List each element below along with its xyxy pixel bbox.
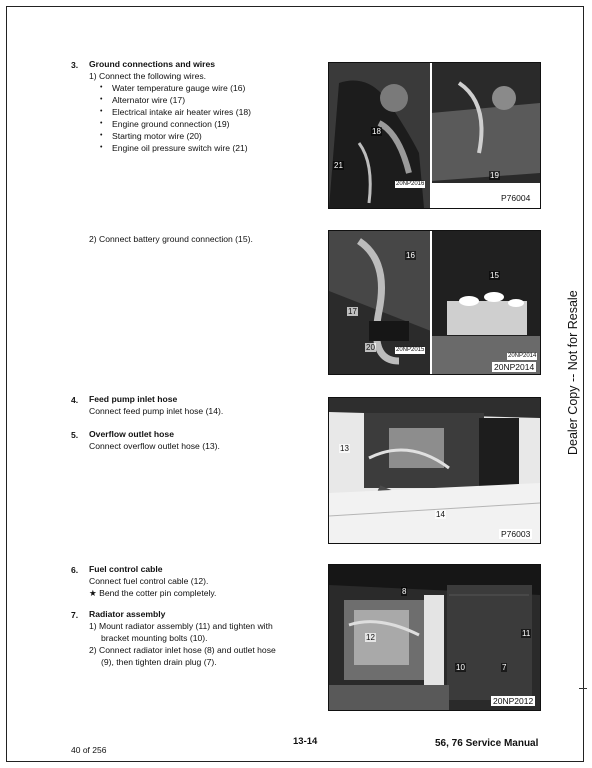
- photo-2-code: 20NP2014: [494, 362, 535, 372]
- callout-8: 8: [402, 587, 407, 596]
- list-item: • Engine oil pressure switch wire (21): [100, 142, 320, 154]
- photo-feed-pump-hoses-image: [329, 398, 540, 543]
- callout-12: 12: [366, 633, 375, 642]
- margin-tick: [579, 688, 587, 689]
- step-6-note: ★ Bend the cotter pin completely.: [89, 588, 217, 598]
- list-item: • Starting motor wire (20): [100, 130, 320, 142]
- step-6-number: 6.: [71, 565, 79, 575]
- photo-1-code: P76004: [501, 193, 531, 203]
- photo-2-inset-code-2: 20NP2014: [508, 353, 537, 359]
- callout-13: 13: [340, 444, 349, 453]
- callout-16: 16: [406, 251, 415, 260]
- photo-ground-wires: [328, 62, 541, 209]
- step-3-title: Ground connections and wires: [89, 59, 216, 69]
- photo-battery-ground: [328, 230, 541, 375]
- step-7-line-1: 1) Mount radiator assembly (11) and tighten with: [89, 621, 273, 631]
- callout-7: 7: [502, 663, 507, 672]
- dealer-copy-watermark: Dealer Copy -- Not for Resale: [566, 290, 580, 455]
- step-7-number: 7.: [71, 610, 79, 620]
- list-item: • Engine ground connection (19): [100, 118, 320, 130]
- step-3-substep-1: 1) Connect the following wires.: [89, 71, 207, 81]
- callout-21: 21: [334, 161, 343, 170]
- manual-title: 56, 76 Service Manual: [435, 738, 539, 749]
- step-4-text: Connect feed pump inlet hose (14).: [89, 406, 224, 416]
- callout-11: 11: [522, 629, 531, 638]
- list-item: • Electrical intake air heater wires (18): [100, 106, 320, 118]
- callout-19: 19: [490, 171, 499, 180]
- step-7-line-3: 2) Connect radiator inlet hose (8) and outlet hose: [89, 645, 276, 655]
- step-7-line-2: bracket mounting bolts (10).: [101, 633, 208, 643]
- callout-10: 10: [456, 663, 465, 672]
- step-6-title: Fuel control cable: [89, 564, 163, 574]
- photo-1-inset-code: 20NP2016: [396, 181, 425, 187]
- photo-feed-pump-hoses: [328, 397, 541, 544]
- step-4-title: Feed pump inlet hose: [89, 394, 178, 404]
- list-item: • Water temperature gauge wire (16): [100, 82, 320, 94]
- page-counter: 40 of 256: [71, 745, 107, 755]
- step-3-substep-2: 2) Connect battery ground connection (15).: [89, 234, 253, 244]
- list-item: • Alternator wire (17): [100, 94, 320, 106]
- step-5-number: 5.: [71, 430, 79, 440]
- photo-3-code: P76003: [501, 529, 531, 539]
- photo-radiator-assembly: [328, 564, 541, 711]
- step-4-number: 4.: [71, 395, 79, 405]
- step-5-title: Overflow outlet hose: [89, 429, 174, 439]
- callout-15: 15: [490, 271, 499, 280]
- photo-radiator-assembly-image: [329, 565, 540, 710]
- step-3-wire-list: [100, 82, 320, 154]
- step-7-line-4: (9), then tighten drain plug (7).: [101, 657, 217, 667]
- step-7-title: Radiator assembly: [89, 609, 166, 619]
- step-6-text: Connect fuel control cable (12).: [89, 576, 209, 586]
- callout-20: 20: [366, 343, 375, 352]
- photo-4-code: 20NP2012: [493, 696, 534, 706]
- page-number: 13-14: [293, 736, 318, 747]
- photo-ground-wires-image: [329, 63, 540, 208]
- step-5-text: Connect overflow outlet hose (13).: [89, 441, 220, 451]
- callout-18: 18: [372, 127, 381, 136]
- callout-14: 14: [436, 510, 445, 519]
- photo-2-inset-code: 20NP2015: [396, 347, 425, 353]
- callout-17: 17: [348, 307, 357, 316]
- step-3-number: 3.: [71, 60, 79, 70]
